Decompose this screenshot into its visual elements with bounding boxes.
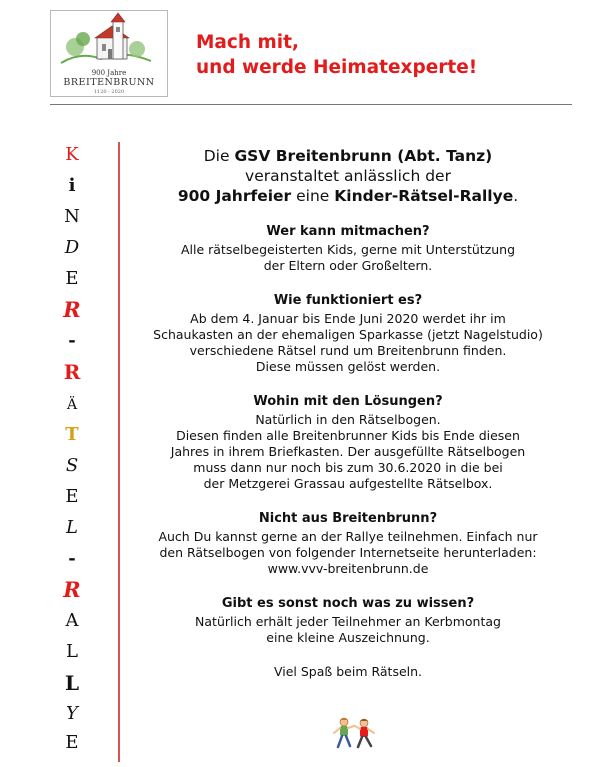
vertical-letter: K xyxy=(65,144,79,165)
section-line: Schaukasten an der ehemaligen Sparkasse (jetzt Nagelstudio) xyxy=(153,327,543,342)
section-how xyxy=(143,292,553,375)
vertical-letter: - xyxy=(68,330,76,351)
logo-town-name: BREITENBRUNN xyxy=(63,77,155,88)
section-line: Diese müssen gelöst werden. xyxy=(255,359,441,374)
village-logo xyxy=(50,10,168,97)
vertical-letter: L xyxy=(66,517,78,538)
section-solutions xyxy=(143,393,553,492)
vertical-letter: - xyxy=(68,548,76,569)
closing-text: Viel Spaß beim Rätseln. xyxy=(273,664,423,679)
vertical-letter: E xyxy=(65,268,79,289)
section-line: verschiedene Rätsel rund um Breitenbrunn finden. xyxy=(189,343,507,358)
logo-years-text: 900 Jahre xyxy=(91,69,127,77)
intro-connector: eine xyxy=(291,187,335,205)
intro-period: . xyxy=(513,187,519,205)
running-kids-icon xyxy=(330,715,378,755)
section-line: Natürlich erhält jeder Teilnehmer an Kerbmontag xyxy=(195,614,501,629)
intro-line-2: veranstaltet anlässlich der xyxy=(245,167,451,185)
section-line: den Rätselbogen von folgender Internetseite herunterladen: xyxy=(159,545,537,560)
intro-prefix: Die xyxy=(203,147,235,165)
section-heading: Wohin mit den Lösungen? xyxy=(253,394,443,409)
vertical-letter: E xyxy=(65,486,79,507)
vertical-letter: R xyxy=(63,297,81,322)
club-name: GSV Breitenbrunn (Abt. Tanz) xyxy=(234,147,493,165)
headline-line-2: und werde Heimatexperte! xyxy=(196,57,478,78)
vertical-letter: R xyxy=(63,577,81,602)
section-line: Natürlich in den Rätselbogen. xyxy=(255,412,441,427)
anniversary-text: 900 Jahrfeier xyxy=(177,187,292,205)
logo-year-range: 1120 - 2020 xyxy=(93,89,125,95)
section-line: eine kleine Auszeichnung. xyxy=(266,630,430,645)
vertical-letter: i xyxy=(68,175,76,196)
church-illustration-icon xyxy=(51,11,167,71)
section-heading: Gibt es sonst noch was zu wissen? xyxy=(221,596,475,611)
vertical-divider xyxy=(118,142,120,762)
vertical-letter: E xyxy=(65,732,79,753)
vertical-letter: A xyxy=(65,610,79,631)
vertical-letter: D xyxy=(64,237,80,258)
section-line: Auch Du kannst gerne an der Rallye teilnehmen. Einfach nur xyxy=(158,529,538,544)
section-heading: Nicht aus Breitenbrunn? xyxy=(258,511,438,526)
top-divider xyxy=(50,104,572,105)
section-heading: Wie funktioniert es? xyxy=(273,293,423,308)
main-content xyxy=(143,146,553,680)
section-who xyxy=(143,223,553,274)
section-line: Jahres in ihrem Briefkasten. Der ausgefüllte Rätselbogen xyxy=(170,444,526,459)
headline xyxy=(196,30,477,80)
section-line: Alle rätselbegeisterten Kids, gerne mit Unterstützung xyxy=(180,242,516,257)
vertical-letter: L xyxy=(66,641,78,662)
intro-paragraph xyxy=(143,146,553,206)
section-line: der Metzgerei Grassau aufgestellte Rätselbox. xyxy=(203,476,493,491)
section-line: Ab dem 4. Januar bis Ende Juni 2020 werdet ihr im xyxy=(190,311,506,326)
section-not-from-town xyxy=(143,510,553,577)
section-line: Diesen finden alle Breitenbrunner Kids bis Ende diesen xyxy=(176,428,520,443)
vertical-letter: Ä xyxy=(66,397,78,413)
vertical-letter: S xyxy=(65,455,79,476)
section-line: der Eltern oder Großeltern. xyxy=(263,258,433,273)
vertical-letter: T xyxy=(65,424,79,445)
section-heading: Wer kann mitmachen? xyxy=(266,224,430,239)
vertical-letter: L xyxy=(64,671,80,695)
website-link[interactable]: www.vvv-breitenbrunn.de xyxy=(267,561,429,576)
headline-line-1: Mach mit, xyxy=(196,32,299,53)
section-line: muss dann nur noch bis zum 30.6.2020 in die bei xyxy=(193,460,503,475)
vertical-letter: Y xyxy=(66,703,78,724)
vertical-letter: R xyxy=(63,360,81,384)
vertical-letter: N xyxy=(64,206,80,227)
event-name: Kinder-Rätsel-Rallye xyxy=(334,187,514,205)
section-anything-else xyxy=(143,595,553,646)
